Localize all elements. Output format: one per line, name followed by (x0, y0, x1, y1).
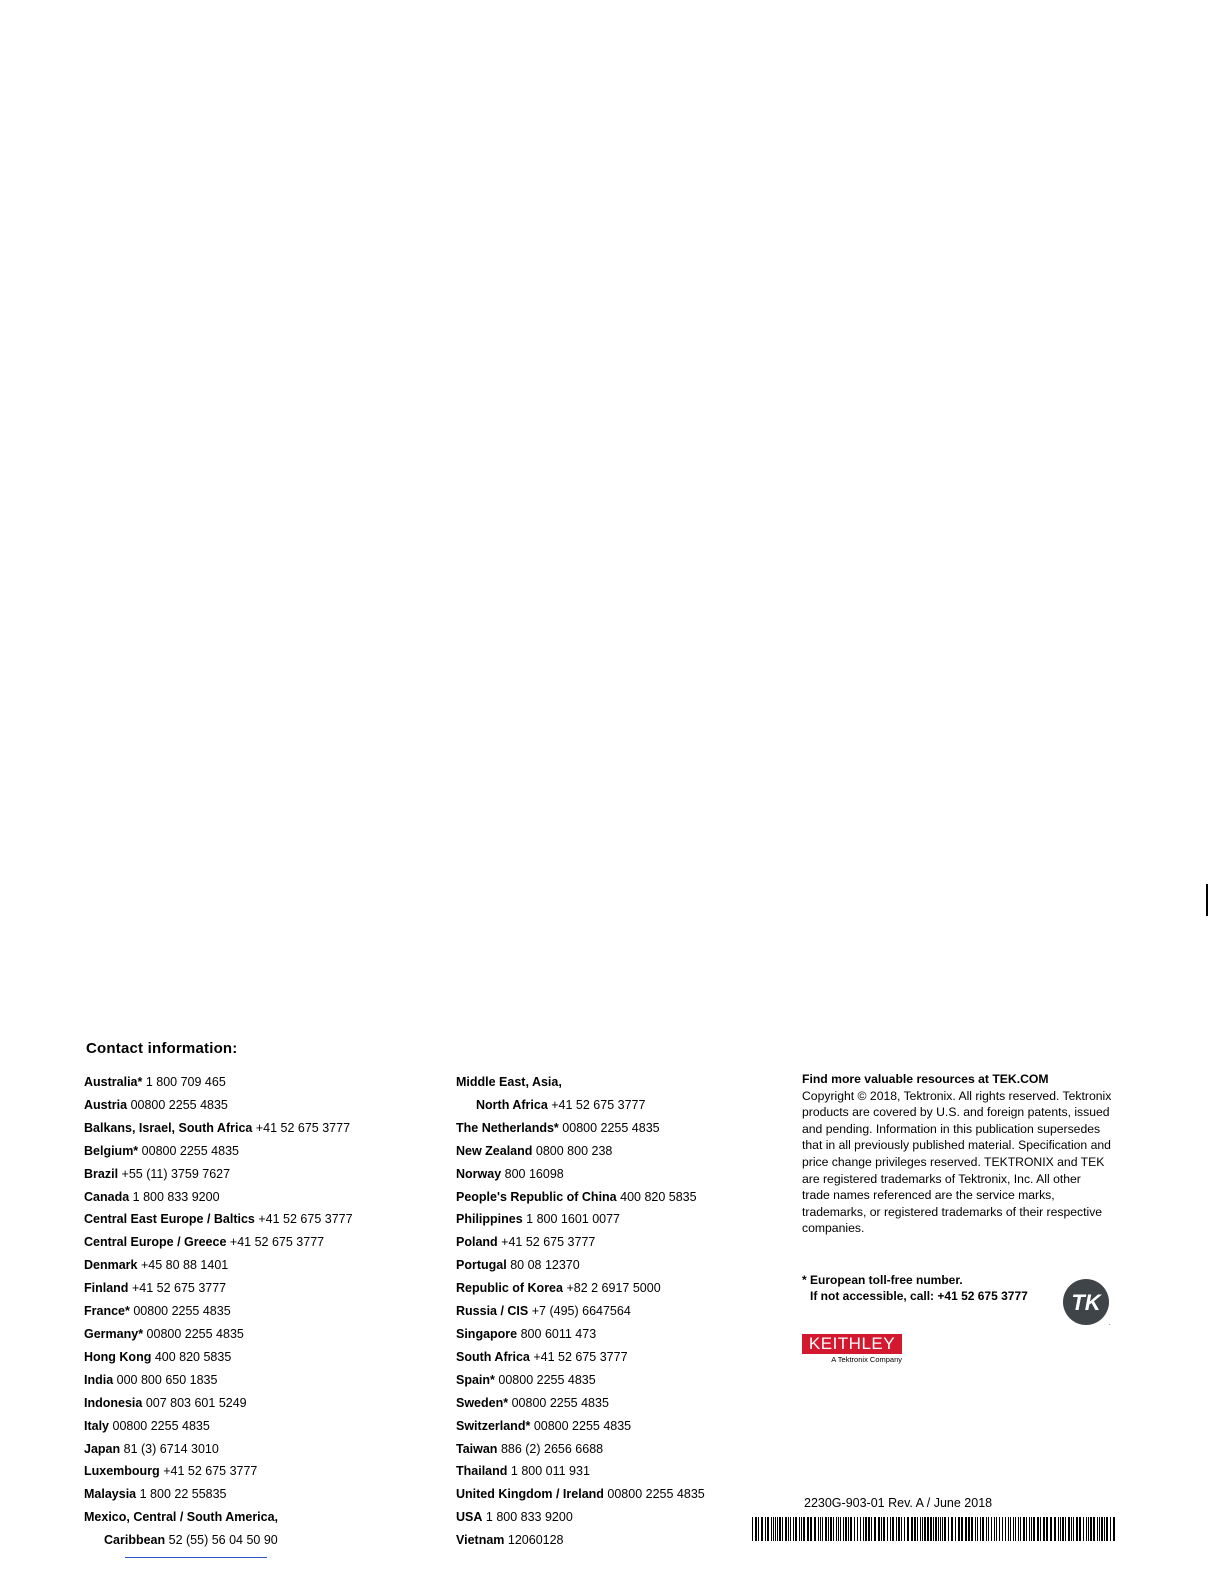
barcode-bar (920, 1517, 921, 1541)
barcode-bar (1010, 1517, 1011, 1541)
contact-country: New Zealand (456, 1143, 533, 1158)
contact-entry (456, 1277, 786, 1300)
barcode-bar (982, 1517, 984, 1541)
barcode-bar (944, 1517, 946, 1541)
contact-country: Central Europe / Greece (84, 1235, 227, 1250)
contact-number: 81 (3) 6714 3010 (123, 1441, 219, 1456)
barcode-bar (922, 1517, 923, 1541)
contact-number: 1 800 709 465 (145, 1075, 226, 1089)
barcode-bar (790, 1517, 791, 1541)
barcode (752, 1517, 1116, 1541)
toll-free-note-line1: * European toll-free number. (802, 1273, 963, 1287)
contact-entry (456, 1094, 786, 1117)
barcode-bar (1018, 1517, 1019, 1541)
contact-country: Central East Europe / Baltics (84, 1212, 255, 1227)
barcode-bar (771, 1517, 772, 1541)
barcode-bar (951, 1517, 953, 1541)
contact-number: 400 820 5835 (620, 1189, 697, 1204)
barcode-bar (1037, 1517, 1039, 1541)
barcode-bar (892, 1517, 894, 1541)
contact-country: Balkans, Israel, South Africa (84, 1120, 253, 1135)
keithley-tagline: A Tektronix Company (831, 1355, 902, 1364)
barcode-bar (836, 1517, 837, 1541)
barcode-bar (814, 1517, 816, 1541)
contact-country: Taiwan (456, 1441, 498, 1456)
contact-number: +55 (11) 3759 7627 (121, 1166, 231, 1181)
barcode-bar (1104, 1517, 1105, 1541)
contact-number: 1 800 011 931 (510, 1464, 590, 1479)
barcode-bar (1101, 1517, 1103, 1541)
contact-country: Portugal (456, 1258, 507, 1273)
barcode-bar (996, 1517, 997, 1541)
contact-country: Switzerland* (456, 1418, 531, 1433)
contact-number: 0800 800 238 (535, 1143, 613, 1158)
contact-number: +45 80 88 1401 (140, 1258, 229, 1273)
contact-entry (456, 1300, 786, 1323)
barcode-bar (988, 1517, 989, 1541)
barcode-bar (755, 1517, 757, 1541)
contact-entry (84, 1369, 444, 1392)
barcode-bar (881, 1517, 882, 1541)
contact-country: Singapore (456, 1326, 518, 1341)
tektronix-logo-icon (1062, 1278, 1112, 1326)
barcode-bar (782, 1517, 783, 1541)
contact-country: India (84, 1372, 114, 1387)
contact-number: +41 52 675 3777 (501, 1235, 596, 1250)
barcode-bar (1093, 1517, 1095, 1541)
barcode-bar (840, 1517, 841, 1541)
contact-entry (456, 1163, 786, 1186)
contact-entry (456, 1506, 786, 1529)
barcode-bar (1050, 1517, 1052, 1541)
contact-number: 00800 2255 4835 (498, 1372, 596, 1387)
barcode-bar (810, 1517, 812, 1541)
contact-entry (84, 1415, 444, 1438)
barcode-bar (1015, 1517, 1016, 1541)
contact-entry (456, 1117, 786, 1140)
barcode-bar (822, 1517, 823, 1541)
barcode-bar (845, 1517, 847, 1541)
barcode-bar (857, 1517, 858, 1541)
barcode-bar (917, 1517, 918, 1541)
svg-text:.: . (1109, 1321, 1111, 1326)
barcode-bar (833, 1517, 834, 1541)
contact-country: Caribbean (104, 1533, 166, 1548)
barcode-bar (779, 1517, 781, 1541)
barcode-bar (848, 1517, 849, 1541)
tektronix-logo-text: TK (1071, 1290, 1101, 1315)
barcode-bar (801, 1517, 802, 1541)
barcode-bar (788, 1517, 789, 1541)
barcode-bar (871, 1517, 872, 1541)
contact-entry (456, 1438, 786, 1461)
contact-country: Vietnam (456, 1533, 505, 1548)
barcode-bar (942, 1517, 943, 1541)
barcode-bar (868, 1517, 870, 1541)
contact-number: +82 2 6917 5000 (566, 1281, 661, 1296)
barcode-bar (752, 1517, 753, 1541)
barcode-bar (901, 1517, 902, 1541)
contact-number: +41 52 675 3777 (229, 1235, 325, 1250)
contact-number: 400 820 5835 (154, 1349, 232, 1364)
contact-number: 1 800 833 9200 (132, 1189, 220, 1204)
barcode-bar (887, 1517, 888, 1541)
contact-number: 007 803 601 5249 (145, 1395, 247, 1410)
contact-country: Indonesia (84, 1395, 143, 1410)
contact-country: Denmark (84, 1258, 138, 1273)
barcode-bar (1073, 1517, 1074, 1541)
barcode-bar (968, 1517, 970, 1541)
contact-entry (456, 1346, 786, 1369)
toll-free-note-line2: If not accessible, call: +41 52 675 3777 (810, 1289, 1028, 1303)
contact-number: 00800 2255 4835 (130, 1097, 228, 1112)
contact-entry (84, 1094, 444, 1117)
barcode-bar (765, 1517, 766, 1541)
contact-number: 80 08 12370 (510, 1258, 580, 1273)
barcode-bar (854, 1517, 855, 1541)
barcode-bar (1086, 1517, 1087, 1541)
barcode-bar (896, 1517, 897, 1541)
barcode-bar (761, 1517, 763, 1541)
contact-number: 1 800 1601 0077 (526, 1212, 621, 1227)
contact-country: Thailand (456, 1464, 508, 1479)
contact-entry (84, 1071, 444, 1094)
barcode-bar (1043, 1517, 1045, 1541)
barcode-bar (1062, 1517, 1064, 1541)
barcode-bar (865, 1517, 867, 1541)
barcode-bar (994, 1517, 995, 1541)
barcode-bar (874, 1517, 876, 1541)
barcode-bar (1068, 1517, 1070, 1541)
barcode-bar (758, 1517, 759, 1541)
contact-number: +41 52 675 3777 (163, 1464, 258, 1479)
barcode-bar (958, 1517, 960, 1541)
contact-country: People's Republic of China (456, 1189, 617, 1204)
barcode-bar (838, 1517, 839, 1541)
barcode-bar (940, 1517, 941, 1541)
contact-number: +41 52 675 3777 (258, 1212, 353, 1227)
contact-entry (84, 1117, 444, 1140)
contact-number: 1 800 833 9200 (485, 1510, 573, 1525)
contact-country: Mexico, Central / South America, (84, 1510, 279, 1525)
contact-entry (456, 1483, 786, 1506)
contact-country: USA (456, 1510, 483, 1525)
barcode-bar (863, 1517, 864, 1541)
document-number: 2230G-903-01 Rev. A / June 2018 (804, 1496, 993, 1510)
keithley-wordmark: KEITHLEY (802, 1334, 902, 1354)
find-more-resources: Find more valuable resources at TEK.COM (802, 1072, 1049, 1086)
barcode-bar (795, 1517, 797, 1541)
barcode-bar (1020, 1517, 1021, 1541)
barcode-bar (933, 1517, 934, 1541)
barcode-bar (911, 1517, 913, 1541)
barcode-bar (820, 1517, 821, 1541)
contact-number: +41 52 675 3777 (255, 1120, 351, 1135)
contact-country: Norway (456, 1166, 502, 1181)
barcode-bar (907, 1517, 909, 1541)
copyright-text: Copyright © 2018, Tektronix. All rights reserved. Tektronix products are covered by U.S. and foreign patents, issued and pending. Information in this publication supersedes that in all previously published material. Specification and price change privileges reserved. TEKTRONIX and TEK are registered trademarks of Tektronix, Inc. All other trade names referenced are the service marks, trademarks, or registered trademarks of their respective companies. (802, 1088, 1112, 1236)
contact-number: 00800 2255 4835 (141, 1143, 239, 1158)
barcode-bar (878, 1517, 880, 1541)
contact-entry (84, 1323, 444, 1346)
contact-heading: Contact information: (86, 1040, 238, 1057)
barcode-bar (898, 1517, 900, 1541)
contact-country: Italy (84, 1418, 110, 1433)
contact-country: Austria (84, 1097, 128, 1112)
barcode-bar (773, 1517, 774, 1541)
contact-entry (84, 1392, 444, 1415)
barcode-bar (938, 1517, 939, 1541)
barcode-bar (924, 1517, 926, 1541)
barcode-bar (930, 1517, 932, 1541)
barcode-bar (1054, 1517, 1056, 1541)
contact-country: Middle East, Asia, (456, 1075, 562, 1089)
barcode-bar (1099, 1517, 1100, 1541)
barcode-bar (948, 1517, 949, 1541)
barcode-bar (1029, 1517, 1030, 1541)
contact-entry (84, 1483, 444, 1506)
contact-entry (84, 1208, 444, 1231)
contact-number: 00800 2255 4835 (112, 1418, 210, 1433)
contact-country: Germany* (84, 1326, 144, 1341)
contact-number: 800 6011 473 (520, 1326, 597, 1341)
contact-number: 00800 2255 4835 (511, 1395, 609, 1410)
barcode-bar (818, 1517, 819, 1541)
contact-number: 000 800 650 1835 (116, 1372, 218, 1387)
contact-entry (84, 1460, 444, 1483)
barcode-bar (767, 1517, 769, 1541)
barcode-bar (850, 1517, 852, 1541)
blue-rule (125, 1557, 267, 1558)
barcode-bar (1023, 1517, 1025, 1541)
barcode-bar (1005, 1517, 1006, 1541)
barcode-bar (1002, 1517, 1003, 1541)
contact-country: Philippines (456, 1212, 523, 1227)
barcode-bar (1065, 1517, 1066, 1541)
barcode-bar (1110, 1517, 1111, 1541)
contact-entry (84, 1140, 444, 1163)
barcode-bar (1090, 1517, 1092, 1541)
contact-entry (84, 1231, 444, 1254)
barcode-bar (1008, 1517, 1009, 1541)
contact-country: Brazil (84, 1166, 119, 1181)
barcode-bar (935, 1517, 937, 1541)
contact-country: Hong Kong (84, 1349, 152, 1364)
contact-entry (84, 1186, 444, 1209)
contact-number: 00800 2255 4835 (533, 1418, 632, 1433)
contact-country: Luxembourg (84, 1464, 160, 1479)
contact-number: 800 16098 (504, 1166, 564, 1181)
contact-entry (84, 1300, 444, 1323)
barcode-bar (1076, 1517, 1078, 1541)
keithley-logo (802, 1334, 902, 1364)
barcode-bar (1060, 1517, 1061, 1541)
contact-number: 1 800 22 55835 (139, 1487, 227, 1502)
barcode-bar (1040, 1517, 1041, 1541)
barcode-bar (793, 1517, 794, 1541)
contact-entry (456, 1140, 786, 1163)
barcode-bar (999, 1517, 1000, 1541)
contact-entry (84, 1346, 444, 1369)
barcode-bar (1026, 1517, 1027, 1541)
contact-country: Canada (84, 1189, 130, 1204)
contact-number: 12060128 (507, 1533, 564, 1548)
contact-country: Poland (456, 1235, 498, 1250)
barcode-bar (1079, 1517, 1081, 1541)
contact-entry (456, 1415, 786, 1438)
contact-entry (456, 1369, 786, 1392)
contact-entry (456, 1071, 786, 1094)
barcode-bar (843, 1517, 844, 1541)
barcode-bar (977, 1517, 978, 1541)
barcode-bar (883, 1517, 885, 1541)
barcode-bar (825, 1517, 827, 1541)
contact-country: Finland (84, 1281, 129, 1296)
barcode-bar (955, 1517, 956, 1541)
barcode-bar (1046, 1517, 1048, 1541)
copyright-block (802, 1071, 1112, 1237)
contact-number: +41 52 675 3777 (533, 1349, 628, 1364)
barcode-bar (961, 1517, 963, 1541)
contact-country: Sweden* (456, 1395, 509, 1410)
barcode-bar (986, 1517, 987, 1541)
contact-entry (456, 1186, 786, 1209)
barcode-bar (785, 1517, 787, 1541)
contact-entry (84, 1506, 444, 1529)
barcode-bar (1088, 1517, 1089, 1541)
contact-number: 886 (2) 2656 6688 (500, 1441, 604, 1456)
page-edge-mark (1206, 884, 1208, 916)
contact-entry (84, 1529, 444, 1552)
barcode-bar (828, 1517, 829, 1541)
contact-number: 00800 2255 4835 (133, 1304, 231, 1319)
contact-number: 00800 2255 4835 (562, 1120, 660, 1135)
barcode-bar (799, 1517, 800, 1541)
barcode-bar (860, 1517, 861, 1541)
contact-entry (456, 1231, 786, 1254)
contact-number: +41 52 675 3777 (131, 1281, 227, 1296)
barcode-bar (1013, 1517, 1014, 1541)
barcode-bar (830, 1517, 832, 1541)
contact-entry (84, 1277, 444, 1300)
barcode-bar (1106, 1517, 1108, 1541)
contact-number: 00800 2255 4835 (146, 1326, 244, 1341)
contact-country: Republic of Korea (456, 1281, 563, 1296)
contact-column-2 (456, 1071, 786, 1552)
contact-entry (456, 1392, 786, 1415)
barcode-bar (914, 1517, 916, 1541)
contact-entry (84, 1163, 444, 1186)
contact-number: +7 (495) 6647564 (531, 1304, 631, 1319)
contact-country: Belgium* (84, 1143, 139, 1158)
contact-country: South Africa (456, 1349, 530, 1364)
barcode-bar (980, 1517, 981, 1541)
contact-entry (456, 1529, 786, 1552)
contact-number: 52 (55) 56 04 50 90 (168, 1533, 278, 1548)
barcode-bar (904, 1517, 905, 1541)
barcode-bar (807, 1517, 809, 1541)
barcode-bar (777, 1517, 778, 1541)
contact-column-1 (84, 1071, 444, 1552)
contact-country: Spain* (456, 1372, 495, 1387)
barcode-bar (927, 1517, 929, 1541)
barcode-bar (1033, 1517, 1035, 1541)
contact-country: Russia / CIS (456, 1304, 529, 1319)
contact-entry (84, 1438, 444, 1461)
contact-country: France* (84, 1304, 130, 1319)
contact-country: North Africa (476, 1097, 548, 1112)
contact-country: Japan (84, 1441, 121, 1456)
barcode-bar (1097, 1517, 1098, 1541)
barcode-bar (1058, 1517, 1059, 1541)
barcode-bar (775, 1517, 776, 1541)
contact-number: +41 52 675 3777 (551, 1097, 646, 1112)
contact-entry (84, 1254, 444, 1277)
barcode-bar (890, 1517, 891, 1541)
barcode-bar (965, 1517, 967, 1541)
toll-free-note (802, 1272, 1028, 1304)
contact-number: 00800 2255 4835 (607, 1487, 705, 1502)
barcode-bar (1031, 1517, 1032, 1541)
contact-country: The Netherlands* (456, 1120, 559, 1135)
barcode-bar (1083, 1517, 1084, 1541)
contact-entry (456, 1323, 786, 1346)
barcode-bar (991, 1517, 992, 1541)
barcode-bar (1113, 1517, 1115, 1541)
barcode-bar (971, 1517, 973, 1541)
barcode-bar (975, 1517, 976, 1541)
contact-entry (456, 1254, 786, 1277)
barcode-bar (1071, 1517, 1072, 1541)
contact-entry (456, 1460, 786, 1483)
contact-country: Malaysia (84, 1487, 137, 1502)
barcode-bar (803, 1517, 805, 1541)
contact-country: United Kingdom / Ireland (456, 1487, 604, 1502)
contact-country: Australia* (84, 1075, 143, 1089)
contact-entry (456, 1208, 786, 1231)
